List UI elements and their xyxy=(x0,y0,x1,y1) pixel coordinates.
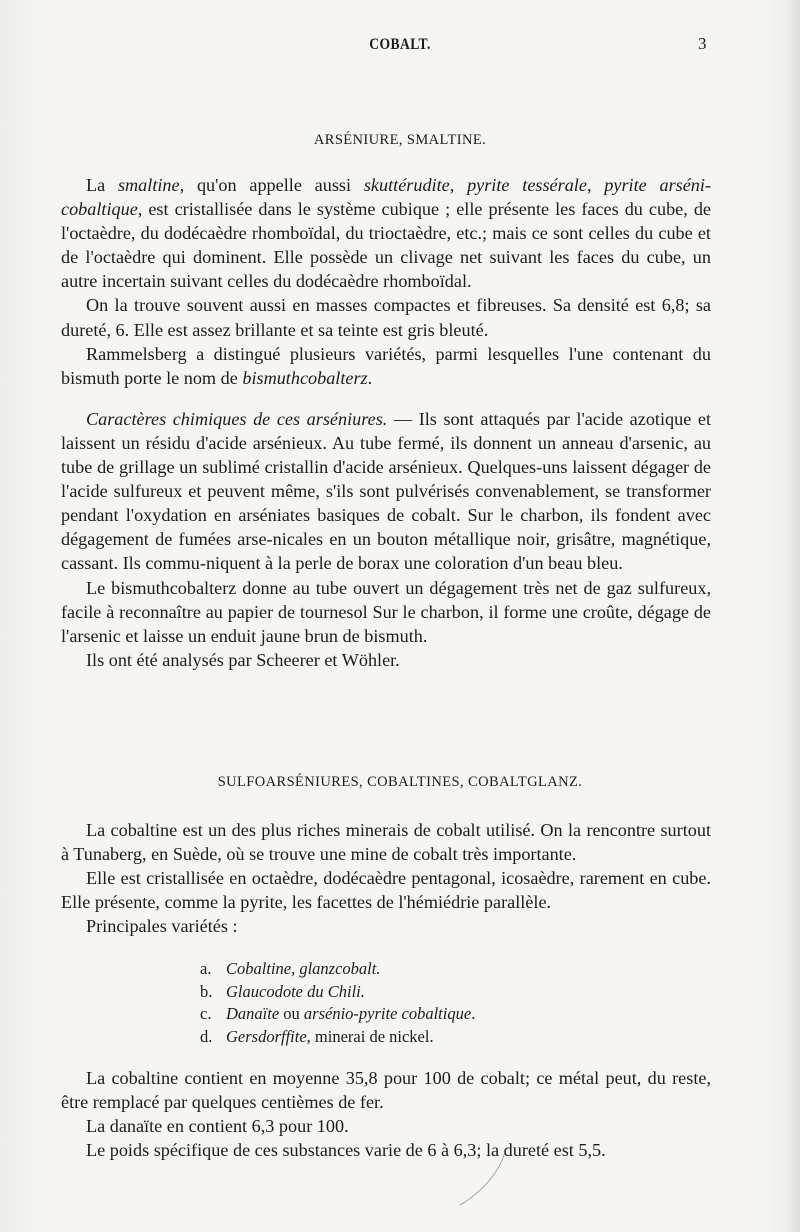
list-letter: c. xyxy=(200,1004,212,1023)
text-run: , qu'on appelle aussi xyxy=(179,175,364,195)
text-run: , xyxy=(586,175,605,195)
text-run: . xyxy=(367,367,373,388)
list-item xyxy=(200,981,475,1004)
paragraph-bismuthcobalterz: Le bismuthcobalterz donne au tube ouvert un dégagement très net de gaz sulfureux, facile à reconnaître au papier de tournesol Sur le charbon, il forme une croûte, dégage de l'arsenic et laisse un enduit jaune brun de bismuth. xyxy=(61,577,711,646)
text-run: , est cristallisée dans le système cubique ; elle présente les faces du cube, de l'octaèdre, du dodécaèdre rhomboïdal, du trioctaèdre, etc.; mais ce sont celles du cube et de l'octaèdre qui dominent. Elle possède un clivage net suivant les faces du cube, un autre incertain suivant celles du dodécaèdre rhomboïdal. xyxy=(61,199,711,292)
variety-name: Cobaltine, glanzcobalt. xyxy=(226,959,381,978)
section-arseniure-body xyxy=(61,173,711,672)
italic-subheading: Caractères chimiques de ces arséniures. xyxy=(86,408,388,429)
list-letter: a. xyxy=(200,959,212,978)
page-number: 3 xyxy=(698,34,707,53)
paragraph-smaltine-description xyxy=(61,173,711,293)
variety-name: Gersdorffite xyxy=(226,1026,307,1046)
paragraph-varieties-label: Principales variétés : xyxy=(86,916,238,937)
variety-name: Glaucodote du Chili. xyxy=(226,981,365,1001)
italic-term: pyrite arséni-cobaltique xyxy=(61,175,712,220)
section-heading-sulfoarseniures xyxy=(0,774,800,791)
text-run: Rammelsberg a distingué plusieurs variétés, parmi lesquelles l'une contenant du bismuth porte le nom de xyxy=(61,343,711,388)
paragraph-cobalt-content: La cobaltine contient en moyenne 35,8 pour 100 de cobalt; ce métal peut, du reste, être remplacé par quelques centièmes de fer. xyxy=(61,1068,711,1113)
list-item xyxy=(200,958,475,981)
paragraph-analysis: Ils ont été analysés par Scheerer et Wöhler. xyxy=(86,649,400,670)
running-title: COBALT. xyxy=(369,36,431,53)
variety-name: arsénio-pyrite cobaltique xyxy=(303,1004,472,1023)
text-run: . xyxy=(471,1004,476,1023)
list-letter: b. xyxy=(200,981,213,1001)
paragraph-density: On la trouve souvent aussi en masses compactes et fibreuses. Sa densité est 6,8; sa dureté, 6. Elle est assez brillante et sa teinte est gris bleuté. xyxy=(61,295,711,340)
text-run: , xyxy=(449,175,468,195)
page-edge-shadow xyxy=(786,0,800,1232)
section-heading-arseniure-text: ARSÉNIURE, SMALTINE. xyxy=(313,132,487,148)
italic-term: bismuthcobalterz xyxy=(242,367,368,388)
section-heading-sulfoarseniures-text: SULFOARSÉNIURES, COBALTINES, COBALTGLANZ. xyxy=(217,774,583,790)
paragraph-varieties-rammelsberg xyxy=(61,342,711,390)
list-item xyxy=(200,1003,475,1026)
text-run: La xyxy=(86,175,118,195)
paragraph-specific-weight: Le poids spécifique de ces substances varie de 6 à 6,3; la dureté est 5,5. xyxy=(86,1140,606,1161)
text-run: ou xyxy=(279,1004,304,1023)
section-sulfoarseniures-conclusion xyxy=(61,1066,711,1162)
text-run: , minerai de nickel. xyxy=(306,1026,434,1046)
text-run: — Ils sont attaqués par l'acide azotique et laissent un résidu d'acide arsénieux. Au tube fermé, ils donnent un anneau d'arsenic, au tube de grillage un sublimé cristallin d'acide arsénieux. Quelques-uns laissent dégager de l'acide sulfureux et peuvent même, s'ils sont pulvérisés convenablement, se transformer pendant l'oxydation en arséniates basiques de cobalt. Sur le charbon, ils fondent avec dégagement de fumées arse-nicales en un bouton métallique noir, grisâtre, magnétique, cassant. Ils commu-niquent à la perle de borax une coloration d'un beau bleu. xyxy=(61,408,711,574)
varieties-list xyxy=(200,958,475,1048)
italic-term: smaltine xyxy=(117,175,180,195)
variety-name: Danaïte xyxy=(226,1004,280,1023)
list-item xyxy=(200,1026,475,1049)
paragraph-cobaltine-origin: La cobaltine est un des plus riches minerais de cobalt utilisé. On la rencontre surtout à Tunaberg, en Suède, où se trouve une mine de cobalt très importante. xyxy=(61,820,711,865)
paragraph-danaite-content: La danaïte en contient 6,3 pour 100. xyxy=(86,1116,349,1137)
paragraph-crystallization: Elle est cristallisée en octaèdre, dodécaèdre pentagonal, icosaèdre, rarement en cube. Elle présente, comme la pyrite, les facettes de l'hémiédrie parallèle. xyxy=(61,868,711,913)
paragraph-chemical-characters xyxy=(61,407,711,576)
italic-term: pyrite tessérale xyxy=(467,175,587,195)
section-sulfoarseniures-body xyxy=(61,818,711,938)
section-heading-arseniure xyxy=(0,132,800,149)
italic-term: skuttérudite xyxy=(363,175,450,195)
pencil-mark xyxy=(455,1150,525,1210)
list-letter: d. xyxy=(200,1026,213,1046)
